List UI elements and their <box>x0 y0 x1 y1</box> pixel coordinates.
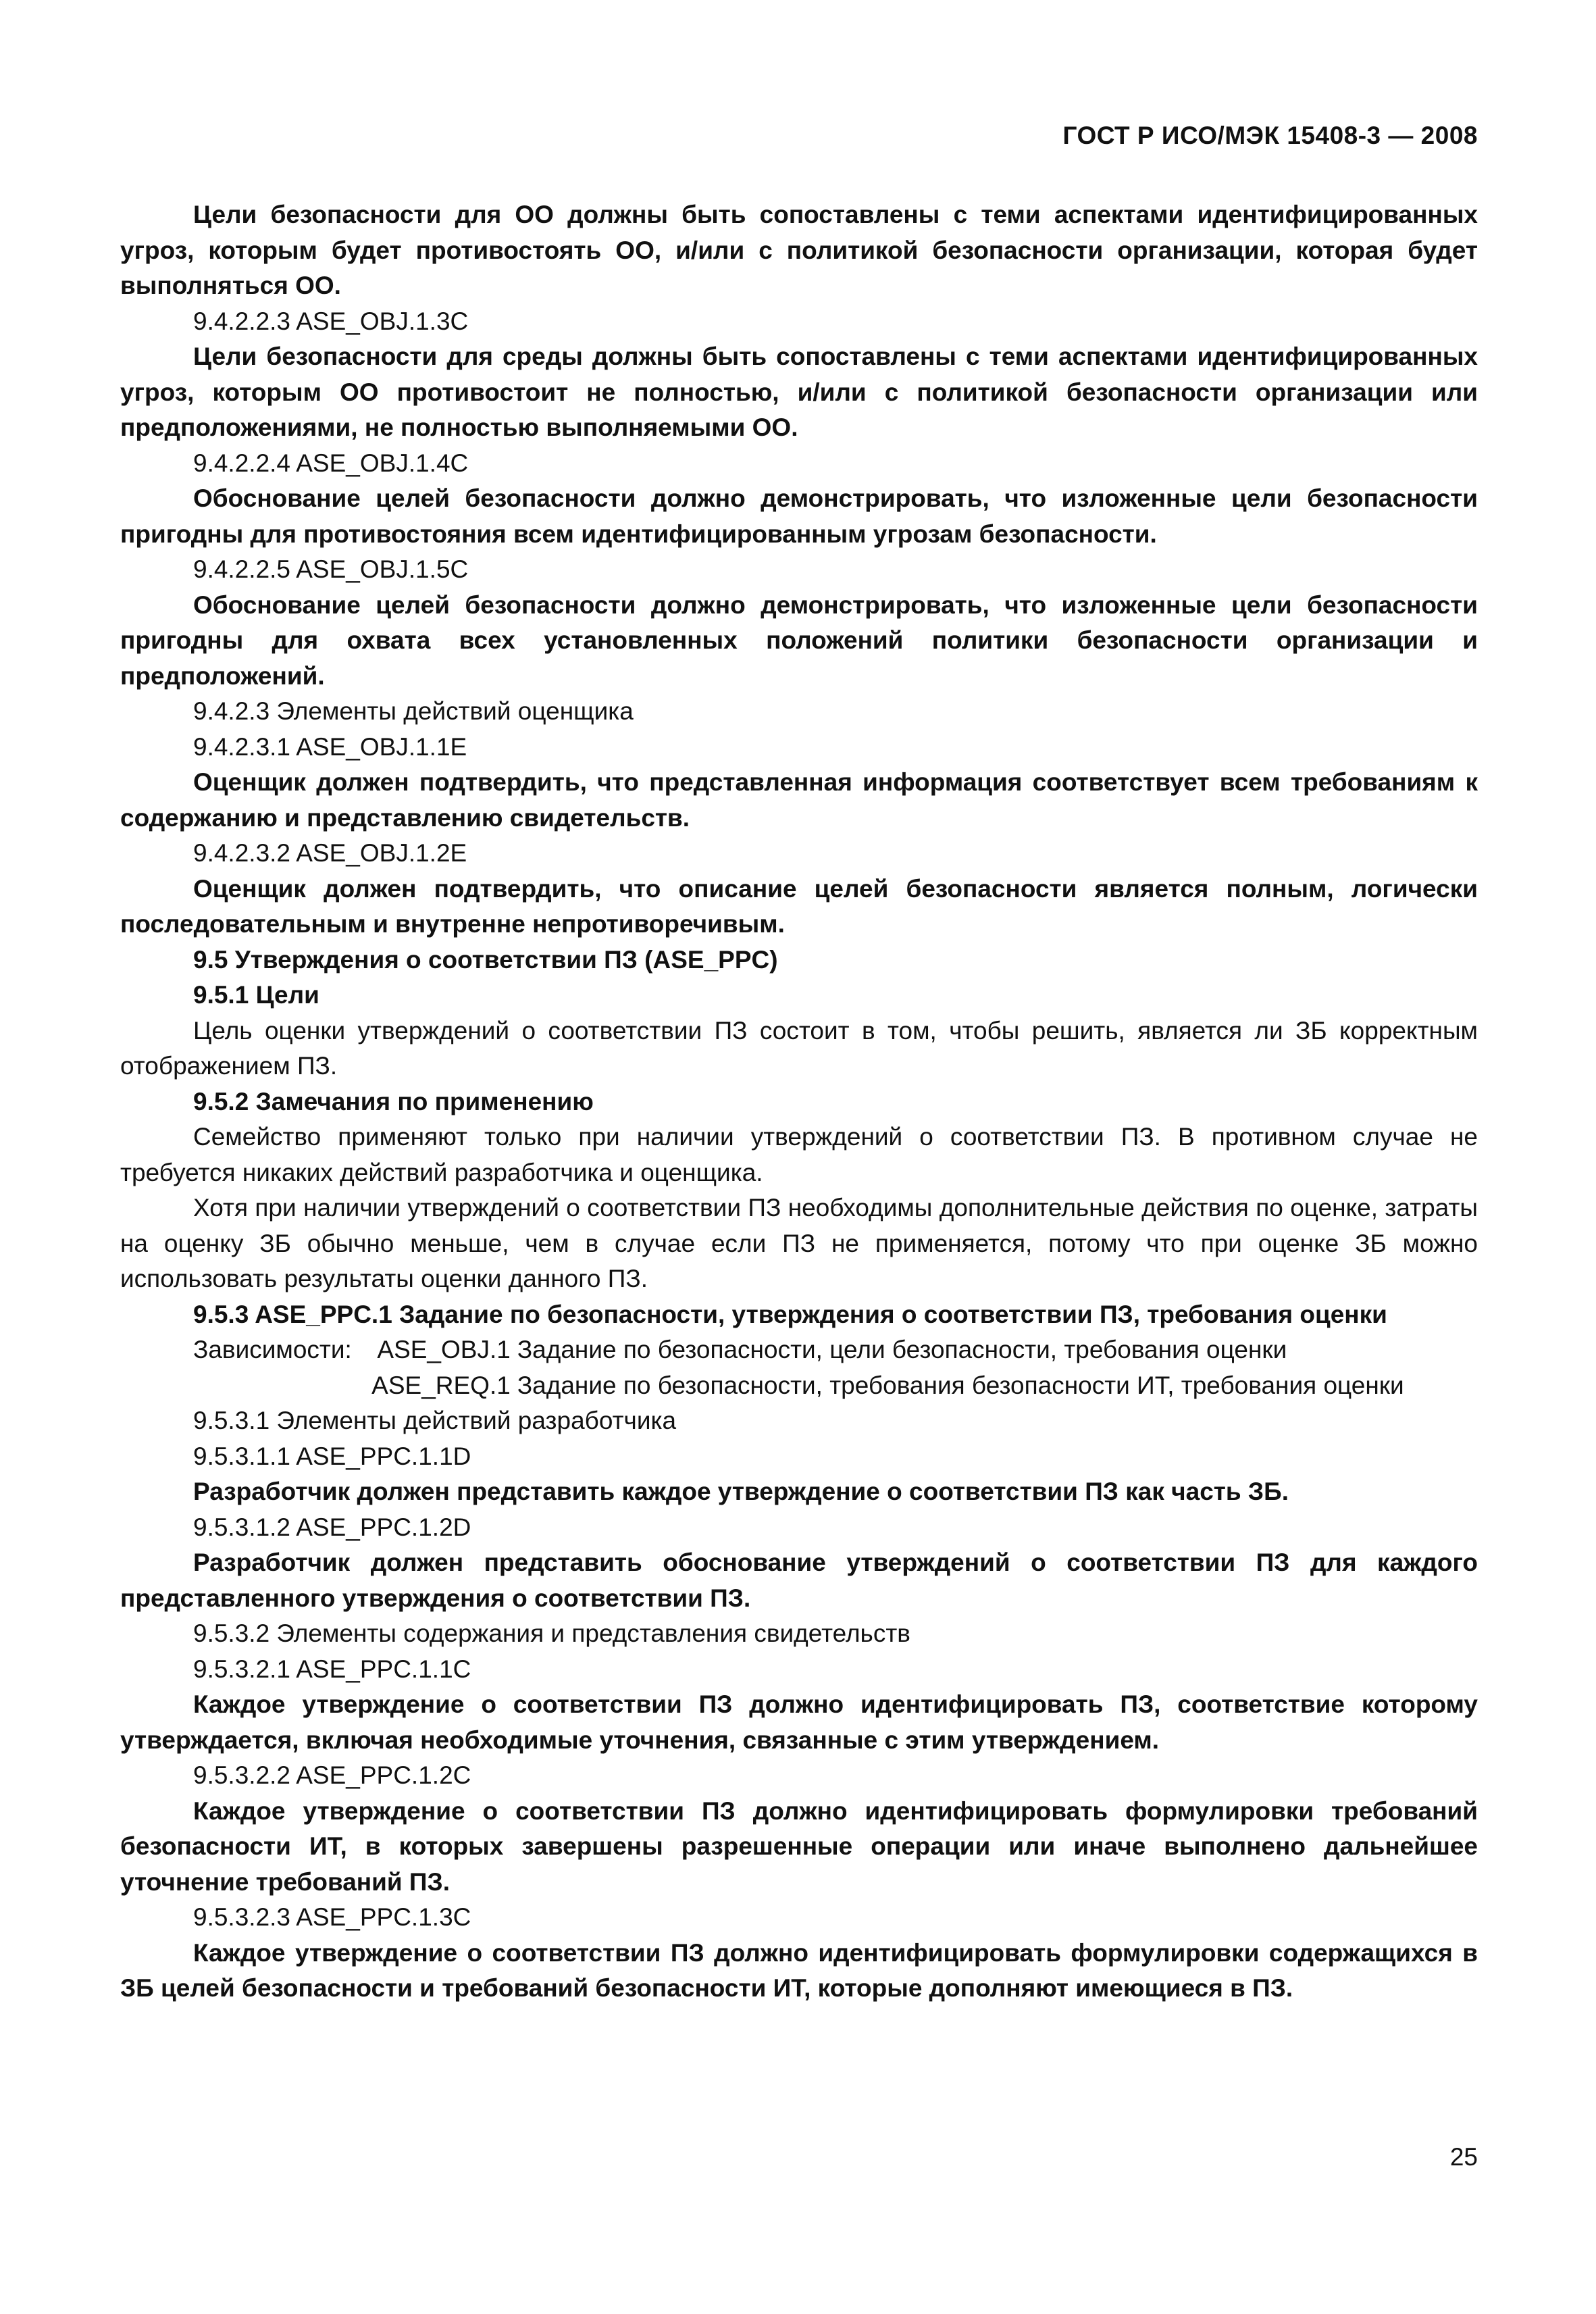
paragraph: Обоснование целей безопасности должно демонстрировать, что изложенные цели безопасности пригодны для противостояния всем идентифицированным угрозам безопасности. <box>120 484 1478 548</box>
dependencies-label: Зависимости: <box>193 1336 352 1363</box>
dependency-code: ASE_REQ.1 <box>371 1371 511 1399</box>
paragraph: Разработчик должен представить обоснование утверждений о соответствии ПЗ для каждого представленного утверждения о соответствии ПЗ. <box>120 1549 1478 1612</box>
paragraph: Цели безопасности для среды должны быть сопоставлены с теми аспектами идентифицированных угроз, которым ОО противостоит не полностью, и/или с политикой безопасности организации или предположениями, не полностью выполняемыми ОО. <box>120 343 1478 441</box>
clause-number: 9.5.3.2.2 ASE_PPC.1.2C <box>193 1761 471 1789</box>
document-header-id: ГОСТ Р ИСО/МЭК 15408-3 — 2008 <box>1062 122 1478 149</box>
dependency-item <box>352 1368 1478 1404</box>
clause-number: 9.4.2.2.3 ASE_OBJ.1.3C <box>193 307 469 335</box>
paragraph: Цель оценки утверждений о соответствии ПЗ состоит в том, чтобы решить, является ли ЗБ корректным отображением ПЗ. <box>120 1016 1478 1080</box>
subsection-heading: 9.5.3 ASE_PPC.1 Задание по безопасности, утверждения о соответствии ПЗ, требования оценки <box>193 1300 1387 1328</box>
clause-number: 9.4.2.2.4 ASE_OBJ.1.4C <box>193 449 469 477</box>
section-heading: 9.5 Утверждения о соответствии ПЗ (ASE_PPC) <box>193 945 778 974</box>
subsection-heading: 9.5.2 Замечания по применению <box>193 1087 594 1115</box>
dependency-text: Задание по безопасности, требования безопасности ИТ, требования оценки <box>517 1371 1404 1399</box>
dependency-text: Задание по безопасности, цели безопасности, требования оценки <box>517 1336 1287 1363</box>
dependencies-block <box>120 1332 1478 1403</box>
paragraph: Каждое утверждение о соответствии ПЗ должно идентифицировать ПЗ, соответствие которому утверждается, включая необходимые уточнения, связанные с этим утверждением. <box>120 1690 1478 1754</box>
subsection-heading: 9.5.1 Цели <box>193 981 319 1009</box>
dependency-item <box>352 1332 1478 1368</box>
clause-number: 9.5.3.2.3 ASE_PPC.1.3C <box>193 1903 471 1931</box>
paragraph: Оценщик должен подтвердить, что описание целей безопасности является полным, логически последовательным и внутренне непротиворечивым. <box>120 874 1478 938</box>
paragraph: Цели безопасности для ОО должны быть сопоставлены с теми аспектами идентифицированных угроз, которым будет противостоять ОО, и/или с политикой безопасности организации, которая будет выполняться ОО. <box>120 201 1478 299</box>
clause-number: 9.5.3.2.1 ASE_PPC.1.1C <box>193 1655 471 1683</box>
paragraph: Хотя при наличии утверждений о соответствии ПЗ необходимы дополнительные действия по оценке, затраты на оценку ЗБ обычно меньше, чем в случае если ПЗ не применяется, потому что при оценке ЗБ можно использовать результаты оценки данного ПЗ. <box>120 1194 1478 1292</box>
paragraph: Семейство применяют только при наличии утверждений о соответствии ПЗ. В противном случае не требуется никаких действий разработчика и оценщика. <box>120 1123 1478 1186</box>
clause-heading: 9.5.3.1 Элементы действий разработчика <box>193 1407 677 1434</box>
clause-number: 9.4.2.2.5 ASE_OBJ.1.5C <box>193 555 469 583</box>
clause-number: 9.5.3.1.1 ASE_PPC.1.1D <box>193 1442 471 1470</box>
paragraph: Каждое утверждение о соответствии ПЗ должно идентифицировать формулировки требований безопасности ИТ, в которых завершены разрешенные операции или иначе выполнено дальнейшее уточнение требований ПЗ. <box>120 1796 1478 1896</box>
page-number: 25 <box>1449 2143 1478 2171</box>
paragraph: Каждое утверждение о соответствии ПЗ должно идентифицировать формулировки содержащихся в ЗБ целей безопасности и требований безопасности ИТ, которые дополняют имеющиеся в ПЗ. <box>120 1938 1478 2002</box>
clause-heading: 9.5.3.2 Элементы содержания и представления свидетельств <box>193 1619 910 1647</box>
paragraph: Оценщик должен подтвердить, что представленная информация соответствует всем требованиям к содержанию и представлению свидетельств. <box>120 768 1478 832</box>
clause-number: 9.4.2.3.1 ASE_OBJ.1.1E <box>193 732 467 761</box>
paragraph: Обоснование целей безопасности должно демонстрировать, что изложенные цели безопасности пригодны для охвата всех установленных положений политики безопасности организации и предположений. <box>120 590 1478 690</box>
clause-number: 9.5.3.1.2 ASE_PPC.1.2D <box>193 1513 471 1541</box>
document-body <box>120 197 1478 2007</box>
paragraph: Разработчик должен представить каждое утверждение о соответствии ПЗ как часть ЗБ. <box>193 1478 1289 1505</box>
clause-heading: 9.4.2.3 Элементы действий оценщика <box>193 697 634 725</box>
dependency-code: ASE_OBJ.1 <box>377 1336 511 1363</box>
dependencies-list <box>352 1332 1478 1403</box>
clause-number: 9.4.2.3.2 ASE_OBJ.1.2E <box>193 839 467 867</box>
